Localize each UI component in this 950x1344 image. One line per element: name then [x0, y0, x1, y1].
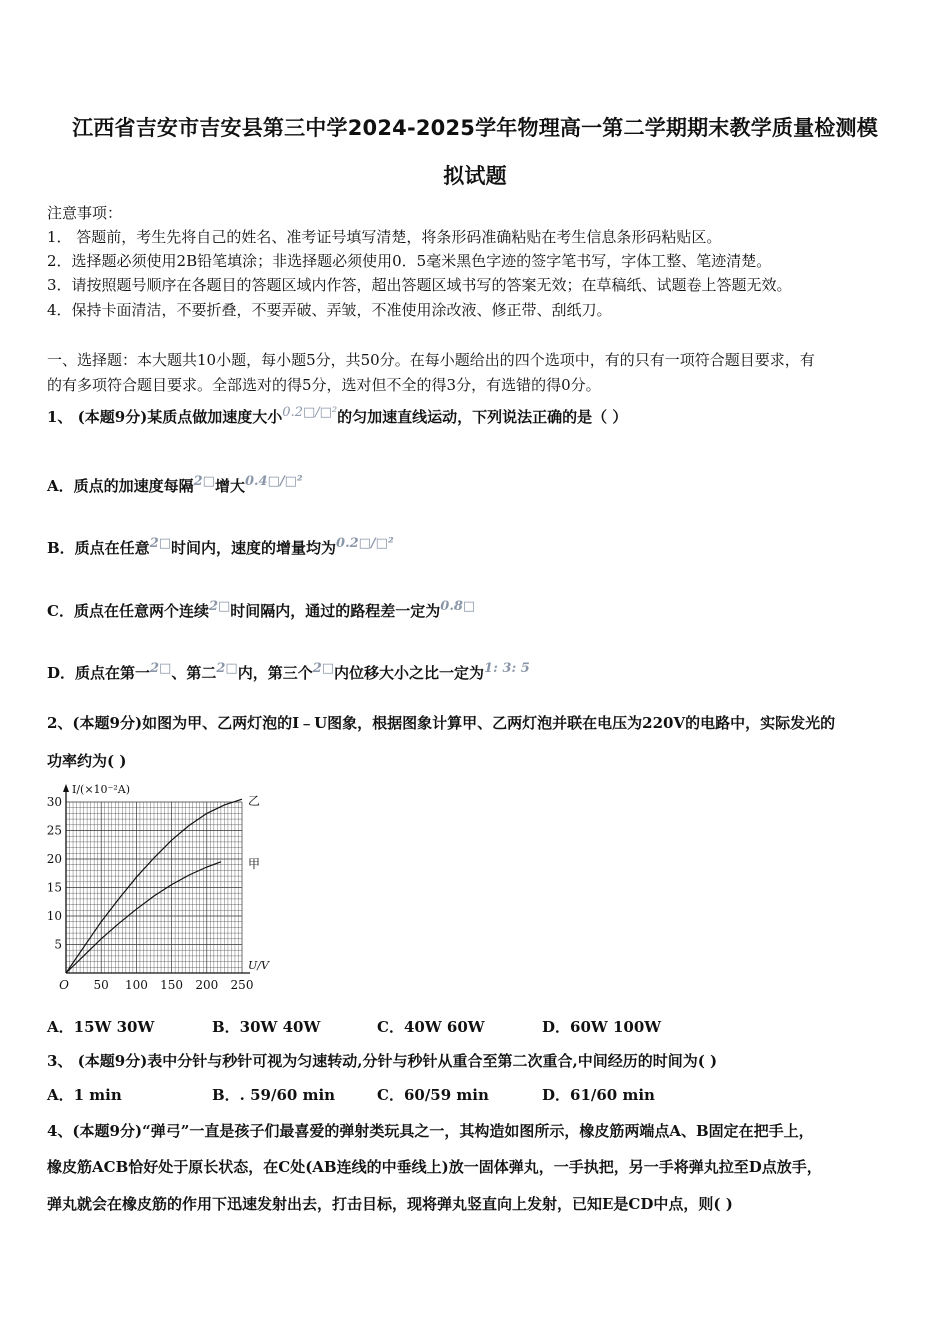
- q1-option-b-text1: B．质点在任意: [47, 539, 150, 557]
- y-axis-arrow: [63, 784, 69, 792]
- q3-choice-d[interactable]: D．61/60 min: [542, 1086, 655, 1104]
- q2-choice-a[interactable]: A．15W 30W: [47, 1018, 155, 1036]
- q1-option-d-math1: 2□: [150, 661, 172, 676]
- q1-option-c-math1: 2□: [208, 599, 231, 614]
- y-axis-label: I/(×10⁻²A): [72, 783, 131, 796]
- q1-option-a-text1: A．质点的加速度每隔: [47, 477, 194, 495]
- q1-option-b-math1: 2□: [149, 536, 172, 551]
- q1-option-a-math1: 2□: [193, 474, 215, 489]
- notice-item-3: 3．请按照题号顺序在各题目的答题区域内作答，超出答题区域书写的答案无效；在草稿纸、试题卷上答题无效。: [47, 276, 792, 294]
- q1-option-d-math4: 1: 3: 5: [484, 661, 530, 676]
- q1-option-b-text2: 时间内，速度的增量均为: [171, 539, 337, 557]
- y-tick-label: 15: [46, 880, 62, 895]
- y-tick-label: 10: [46, 909, 62, 923]
- q3-choice-b[interactable]: B．. 59/60 min: [212, 1086, 336, 1104]
- q1-option-b-math2: 0.2□/□²: [336, 536, 394, 551]
- page-title-line1: 江西省吉安市吉安县第三中学2024-2025学年物理高一第二学期期末教学质量检测模: [72, 116, 878, 140]
- q2-choices: [47, 1016, 906, 1038]
- q1-option-a-text2: 增大: [214, 477, 245, 495]
- series-label-yi: 乙: [248, 794, 261, 809]
- q1-option-c: [47, 600, 906, 624]
- q1-option-c-math2: 0.8□: [440, 599, 476, 614]
- x-tick-label: 50: [93, 978, 109, 992]
- q1-option-d-math3: 2□: [312, 661, 335, 676]
- q1-option-c-text2: 时间隔内，通过的路程差一定为: [230, 602, 441, 620]
- y-tick-label: 30: [46, 795, 62, 809]
- q2-stem-line2: 功率约为( ): [47, 752, 127, 770]
- page-title-line2: 拟试题: [443, 164, 507, 188]
- q1-option-d-text4: 内位移大小之比一定为: [334, 664, 485, 682]
- q1-stem-b: 的匀加速直线运动，下列说法正确的是（ ）: [337, 408, 628, 426]
- notice-item-4: 4．保持卡面清洁，不要折叠，不要弄破、弄皱，不准使用涂改液、修正带、刮纸刀。: [47, 301, 612, 319]
- q2-choice-d[interactable]: D．60W 100W: [542, 1018, 662, 1036]
- q1-option-b: [47, 537, 906, 561]
- q2-stem-line1: 2、(本题9分)如图为甲、乙两灯泡的I﹣U图象，根据图象计算甲、乙两灯泡并联在电压为220V的电路中，实际发光的: [47, 714, 836, 732]
- q1-option-c-text1: C．质点在任意两个连续: [47, 602, 209, 620]
- section-intro-line2: 的有多项符合题目要求。全部选对的得5分，选对但不全的得3分，有选错的得0分。: [47, 376, 601, 394]
- q3-choice-a[interactable]: A．1 min: [47, 1086, 122, 1104]
- x-tick-label: 250: [230, 978, 254, 992]
- q1-option-a: [47, 475, 906, 499]
- q2-choice-b[interactable]: B．30W 40W: [212, 1018, 321, 1036]
- x-tick-label: 200: [195, 978, 219, 992]
- q1-option-d-math2: 2□: [216, 661, 238, 676]
- q1-option-d: [47, 662, 906, 686]
- notice-heading: 注意事项：: [47, 204, 123, 222]
- q2-choice-c[interactable]: C．40W 60W: [377, 1018, 485, 1036]
- y-tick-label: 25: [46, 823, 62, 838]
- q4-stem-line3: 弹丸就会在橡皮筋的作用下迅速发射出去，打击目标，现将弹丸竖直向上发射，已知E是CD中点，则( ): [47, 1195, 733, 1213]
- series-label-jia: 甲: [248, 856, 261, 871]
- x-tick-label: 100: [124, 978, 148, 992]
- q1-option-a-math2: 0.4□/□²: [244, 474, 303, 489]
- q1-option-d-text1: D．质点在第一: [47, 664, 151, 682]
- q1-stem: [47, 406, 906, 430]
- q3-stem: 3、 (本题9分)表中分针与秒针可视为匀速转动,分针与秒针从重合至第二次重合,中间经历的时间为( ): [47, 1052, 718, 1070]
- x-tick-label: 150: [160, 978, 184, 992]
- q1-stem-math: 0.2□/□²: [282, 405, 338, 420]
- q4-stem-line1: 4、(本题9分)“弹弓”一直是孩子们最喜爱的弹射类玩具之一，其构造如图所示，橡皮筋两端点A、B固定在把手上，: [47, 1122, 814, 1140]
- origin-label: O: [59, 978, 69, 992]
- y-tick-label: 20: [46, 852, 62, 866]
- q4-stem-line2: 橡皮筋ACB恰好处于原长状态，在C处(AB连线的中垂线上)放一固体弹丸，一手执把，另一手将弹丸拉至D点放手，: [47, 1158, 822, 1176]
- q1-option-d-text3: 内，第三个: [237, 664, 313, 682]
- section-intro-line1: 一、选择题：本大题共10小题，每小题5分，共50分。在每小题给出的四个选项中，有的只有一项符合题目要求，有: [47, 351, 815, 369]
- q1-option-d-text2: 、第二: [171, 664, 217, 682]
- y-tick-label: 5: [54, 937, 62, 952]
- iu-graph: [44, 780, 279, 1000]
- notice-item-2: 2．选择题必须使用2B铅笔填涂；非选择题必须使用0．5毫米黑色字迹的签字笔书写，字体工整、笔迹清楚。: [47, 252, 772, 270]
- x-axis-label: U/V: [248, 959, 269, 972]
- q1-stem-a: 1、 (本题9分)某质点做加速度大小: [47, 408, 283, 426]
- q3-choices: [47, 1084, 906, 1106]
- notice-item-1: 1． 答题前，考生先将自己的姓名、准考证号填写清楚，将条形码准确粘贴在考生信息条形码粘贴区。: [47, 228, 722, 246]
- q3-choice-c[interactable]: C．60/59 min: [377, 1086, 489, 1104]
